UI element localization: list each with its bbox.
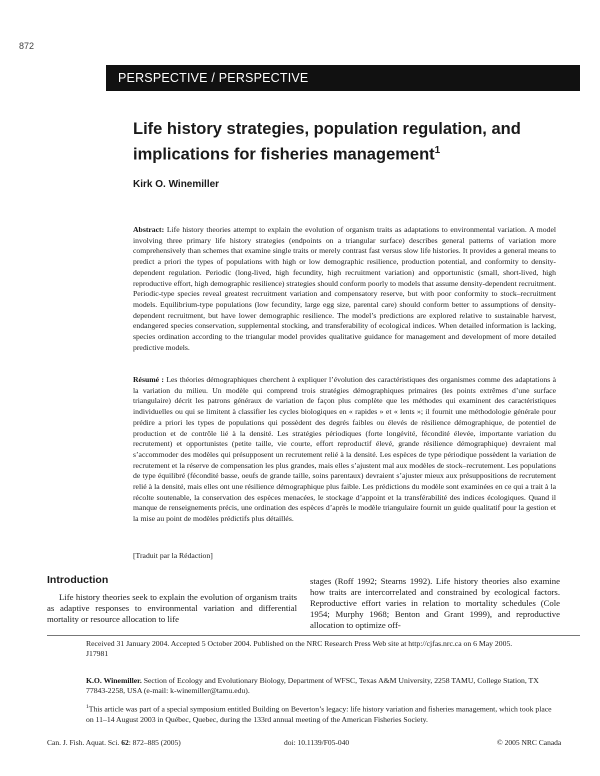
title-footnote-mark: 1 (434, 145, 441, 156)
footnote-divider (47, 635, 580, 636)
abstract-text: Life history theories attempt to explain the evolution of organism traits as adaptations to environmental variation. A model involving three primary life history strategies (endpoints on a triangular surface) describes general patterns of variation more comprehensively than schemes that examine single traits or merely contrast fast versus slow life histories. It provides a general means to predict a priori the types of populations with high or low demographic resilience, production potential, and conformity to density-dependent regulation. Periodic (long-lived, high fecundity, high recruitment variation) and opportunistic (small, short-lived, high reproductive effort, high demographic resilience) strategies should conform poorly to models that assume density-dependent recruitment. Periodic-type species reveal greatest recruitment variation and compensatory reserve, but with poor conformity to stock–recruitment models. Equilibrium-type populations (low fecundity, large egg size, parental care) should conform better to assumptions of density-dependent recruitment, but have lower demographic resilience. The model’s predictions are explored relative to sustainable harvest, endangered species conservation, supplemental stocking, and transferability of ecological indices. When detailed information is lacking, species ordination according to the triangular model provides qualitative guidance for management and development of more detailed predictive models. (133, 225, 556, 352)
author-affiliation-text: Section of Ecology and Evolutionary Biology, Department of WFSC, Texas A&M University, 2258 TAMU, College Station, TX 77843-2258, USA (e-mail: k-winemiller@tamu.edu). (86, 676, 539, 695)
received-text: Received 31 January 2004. Accepted 5 October 2004. Published on the NRC Research Press Web site at http://cjfas.nrc.ca on 6 May 2005. (86, 639, 513, 648)
symposium-footnote-mark: 1 (86, 704, 89, 710)
article-title (133, 119, 573, 166)
doi: doi: 10.1139/F05-040 (284, 738, 350, 747)
journal-citation (47, 738, 181, 747)
resume-label: Résumé : (133, 375, 164, 384)
author-name: Kirk O. Winemiller (133, 179, 220, 190)
journal-name: Can. J. Fish. Aquat. Sci. (47, 738, 120, 747)
symposium-footnote (86, 702, 556, 725)
introduction-left-column: Life history theories seek to explain the evolution of organism traits as adaptive responses to environmental variation and differential mortality or resource allocation to life (47, 592, 297, 625)
manuscript-id: J17981 (86, 649, 109, 658)
section-banner (106, 65, 580, 91)
author-affiliation-name: K.O. Winemiller. (86, 676, 142, 685)
author-affiliation (86, 676, 556, 696)
article-title-text: Life history strategies, population regulation, and implications for fisheries management (133, 120, 521, 164)
introduction-right-column: stages (Roff 1992; Stearns 1992). Life history theories also examine how traits are intercorrelated and constrained by ecological factors. Reproductive effort varies in relation to mortality schedules (Cole 1954; Murphy 1968; Benton and Grant 1999), and reproductive allocation to optimize off- (310, 576, 560, 631)
symposium-footnote-text: This article was part of a special symposium entitled Building on Beverton’s legacy: life history variation and fisheries management, which took place on 11–14 August 2003 in Québec, Quebec, during the 133rd annual meeting of the American Fisheries Society. (86, 704, 552, 724)
received-dates (86, 639, 556, 659)
journal-volume: 62 (121, 738, 129, 747)
journal-pages: : 872–885 (2005) (128, 738, 181, 747)
page-number: 872 (19, 41, 35, 51)
translation-note: [Traduit par la Rédaction] (133, 551, 213, 560)
copyright: © 2005 NRC Canada (497, 738, 562, 747)
abstract-label: Abstract: (133, 225, 165, 234)
resume (133, 375, 556, 525)
resume-text: Les théories démographiques cherchent à expliquer l’évolution des caractéristiques des organismes comme des adaptations à la variation du milieu. Un modèle qui comprend trois stratégies démographiques primaires (les points extrêmes d’une surface triangulaire) décrit les patrons généraux de variation de façon plus complète que les méthodes qui examinent des caractéristiques individuelles ou qui se limitent à classifier les cycles biologiques en « rapides » et « lents »; il fournit une méthodologie générale pour prédire a priori les types de populations qui possèdent des degrés faibles ou élevés de résilience démographique, de potentiel de production et de contrôle lié à la densité. Les stratégies périodiques (forte longévité, fécondité élevée, importante variation du recrutement) et opportunistes (petite taille, vie courte, effort reproductif élevé, grande résilience démographique) devraient mal s’accommoder des modèles qui présupposent un recrutement relié à la densité. Les espèces de type périodique possèdent la variation de recrutement et la réserve de compensation les plus grandes, mais elles s’ajustent mal aux modèles de stock–recrutement. Les populations de type équilibré (fécondité basse, oeufs de grande taille, soins parentaux) devraient s’ajuster mieux aux présuppositions de recrutement relié à la densité, mais elles ont une résilience démographique plus faible. Les prédictions du modèle sont examinées en ce qui a trait à la récolte soutenable, la conservation des espèces menacées, le stockage d’appoint et la transférabilité des indices écologiques. Quand il manque de renseignements précis, une ordination des espèces d’après le modèle triangulaire fournit un guide qualitatif pour la gestion et la mise au point de modèles prédictifs plus détaillés. (133, 375, 557, 524)
introduction-heading: Introduction (47, 574, 109, 586)
section-banner-label: PERSPECTIVE / PERSPECTIVE (118, 71, 309, 85)
abstract (133, 225, 556, 353)
